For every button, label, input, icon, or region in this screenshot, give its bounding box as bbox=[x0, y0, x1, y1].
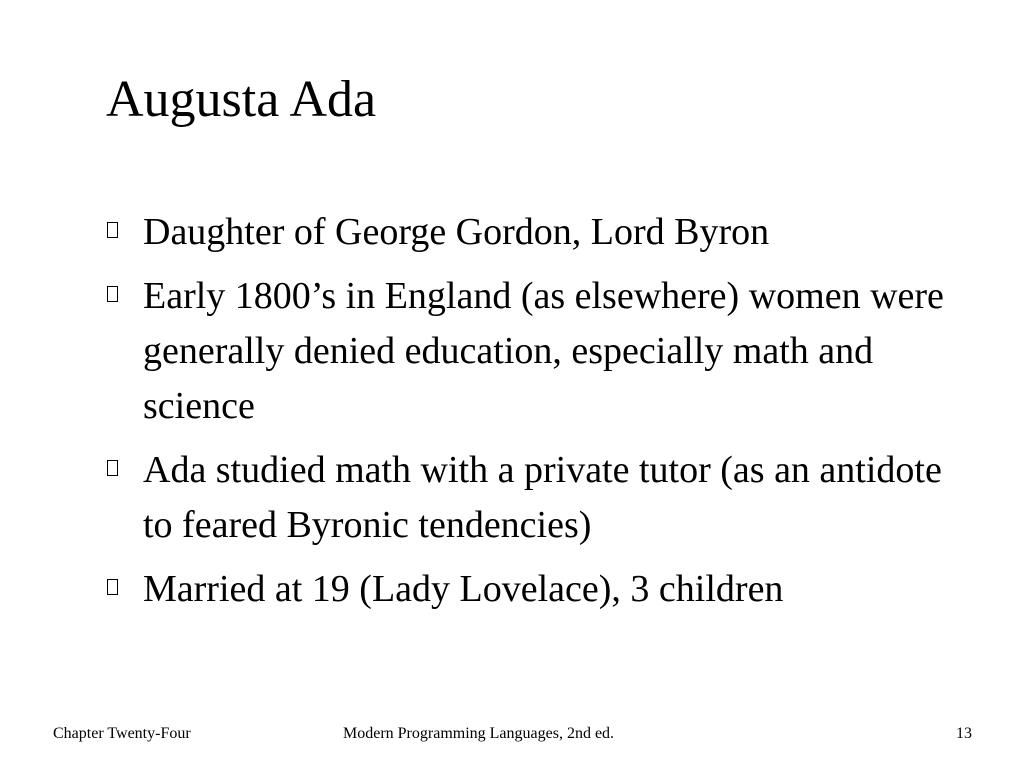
footer-page-number: 13 bbox=[956, 725, 972, 742]
square-bullet-icon bbox=[107, 579, 118, 595]
bullet-item bbox=[106, 562, 966, 617]
footer-chapter: Chapter Twenty-Four bbox=[53, 725, 191, 742]
bullet-item bbox=[106, 443, 966, 553]
square-bullet-icon bbox=[107, 460, 118, 476]
square-bullet-icon bbox=[107, 286, 118, 302]
bullet-item bbox=[106, 205, 966, 260]
square-bullet-icon bbox=[107, 222, 118, 238]
bullet-text: Daughter of George Gordon, Lord Byron bbox=[143, 211, 770, 253]
bullet-text: Married at 19 (Lady Lovelace), 3 children bbox=[143, 568, 784, 610]
footer-book-title: Modern Programming Languages, 2nd ed. bbox=[343, 725, 615, 742]
slide-title: Augusta Ada bbox=[106, 71, 377, 128]
bullet-text: Ada studied math with a private tutor (as an antidote to feared Byronic tendencies) bbox=[143, 449, 942, 546]
bullet-text: Early 1800’s in England (as elsewhere) women were generally denied education, especially math and science bbox=[143, 275, 944, 427]
bullet-list bbox=[106, 205, 966, 626]
bullet-item bbox=[106, 269, 966, 434]
